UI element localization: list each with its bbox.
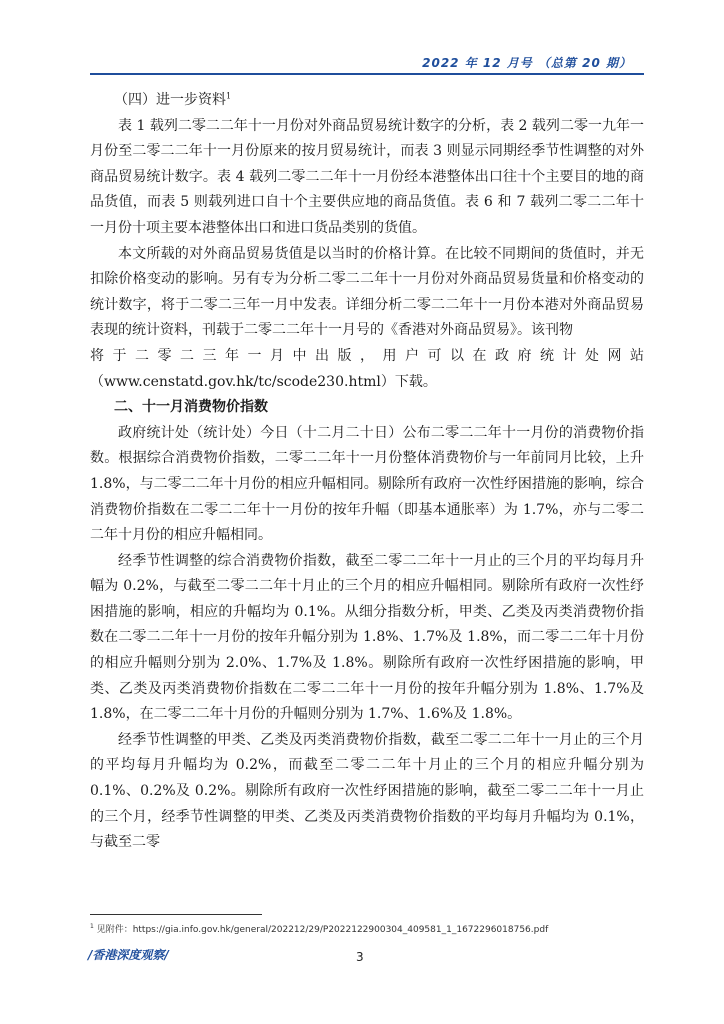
footnote <box>90 922 650 935</box>
sub-heading-text: （四）进一步资料 <box>114 92 226 108</box>
footnote-marker: 1 <box>90 923 94 930</box>
paragraph-cpi-seasonal: 经季节性调整的综合消费物价指数，截至二零二二年十一月止的三个月的平均每月升幅为 0.2%，与截至二零二二年十月止的三个月的相应升幅相同。剔除所有政府一次性纾困措施的影响，相应的升幅均为 0.1%。从细分指数分析，甲类、乙类及丙类消费物价指数在二零二二年十一月份的按年升幅分别为 1.8%、1.7%及 1.8%，而二零二二年十月份的相应升幅则分别为 2.0%、1.7%及 1.8%。剔除所有政府一次性纾困措施的影响，甲类、乙类及丙类消费物价指数在二零二二年十一月份的按年升幅分别为 1.8%、1.7%及 1.8%，在二零二二年十月份的升幅则分别为 1.7%、1.6%及 1.8%。 <box>90 552 644 723</box>
footnote-reference[interactable]: 1 <box>226 91 232 101</box>
section-heading-cpi: 二、十一月消费物价指数 <box>114 399 268 416</box>
footnote-divider <box>90 914 262 915</box>
paragraph-trade-tables: 表 1 载列二零二二年十一月份对外商品贸易统计数字的分析，表 2 载列二零一九年一月份至二零二二年十一月份原来的按月贸易统计，而表 3 则显示同期经季节性调整的对外商品贸易统计数字。表 4 载列二零二二年十一月份经本港整体出口往十个主要目的地的商品货值，而表 5 则载列进口自十个主要供应地的商品货值。表 6 和 7 载列二零二二年十一月份十项主要本港整体出口和进口货品类别的货值。 <box>90 117 644 236</box>
footnote-link-text[interactable]: 见附件：https://gia.info.gov.hk/general/202212/29/P2022122900304_409581_1_1672296018756.pdf <box>93 925 549 935</box>
paragraph-trade-values-a: 本文所载的对外商品贸易货值是以当时的价格计算。在比较不同期间的货值时，并无扣除价格变动的影响。另有专为分析二零二二年十一月份对外商品贸易货量和价格变动的统计数字，将于二零二三年一月中发表。详细分析二零二二年十一月份本港对外商品贸易表现的统计资料，刊载于二零二二年十一月号的《香港对外商品贸易》。该刊物 <box>90 245 644 339</box>
footer-publication-name: /香港深度观察/ <box>88 948 169 962</box>
paragraph-trade-values-c: （www.censtatd.gov.hk/tc/scode230.html）下载。 <box>90 373 437 390</box>
paragraph-cpi-overview: 政府统计处（统计处）今日（十二月二十日）公布二零二二年十一月份的消费物价指数。根据综合消费物价指数，二零二二年十一月份整体消费物价与一年前同月比较，上升 1.8%，与二零二二年十月份的相应升幅相同。剔除所有政府一次性纾困措施的影响，综合消费物价指数在二零二二年十一月份的按年升幅（即基本通胀率）为 1.7%，亦与二零二二年十月份的相应升幅相同。 <box>90 424 644 544</box>
article-body <box>90 88 644 856</box>
page-number: 3 <box>356 950 364 964</box>
header-divider <box>90 73 644 75</box>
paragraph-cpi-categories: 经季节性调整的甲类、乙类及丙类消费物价指数，截至二零二二年十一月止的三个月的平均每月升幅均为 0.2%，而截至二零二二年十月止的三个月的相应升幅分别为 0.1%、0.2%及 0.2%。剔除所有政府一次性纾困措施的影响，截至二零二二年十一月止的三个月，经季节性调整的甲类、乙类及丙类消费物价指数的平均每月升幅均为 0.1%，与截至二零 <box>90 731 644 851</box>
header-issue-label: 2022 年 12 月号 （总第 20 期） <box>422 56 632 70</box>
paragraph-trade-values-b: 将于二零二三年一月中出版，用户可以在政府统计处网站 <box>90 347 644 364</box>
sub-heading-further-info <box>90 88 644 114</box>
